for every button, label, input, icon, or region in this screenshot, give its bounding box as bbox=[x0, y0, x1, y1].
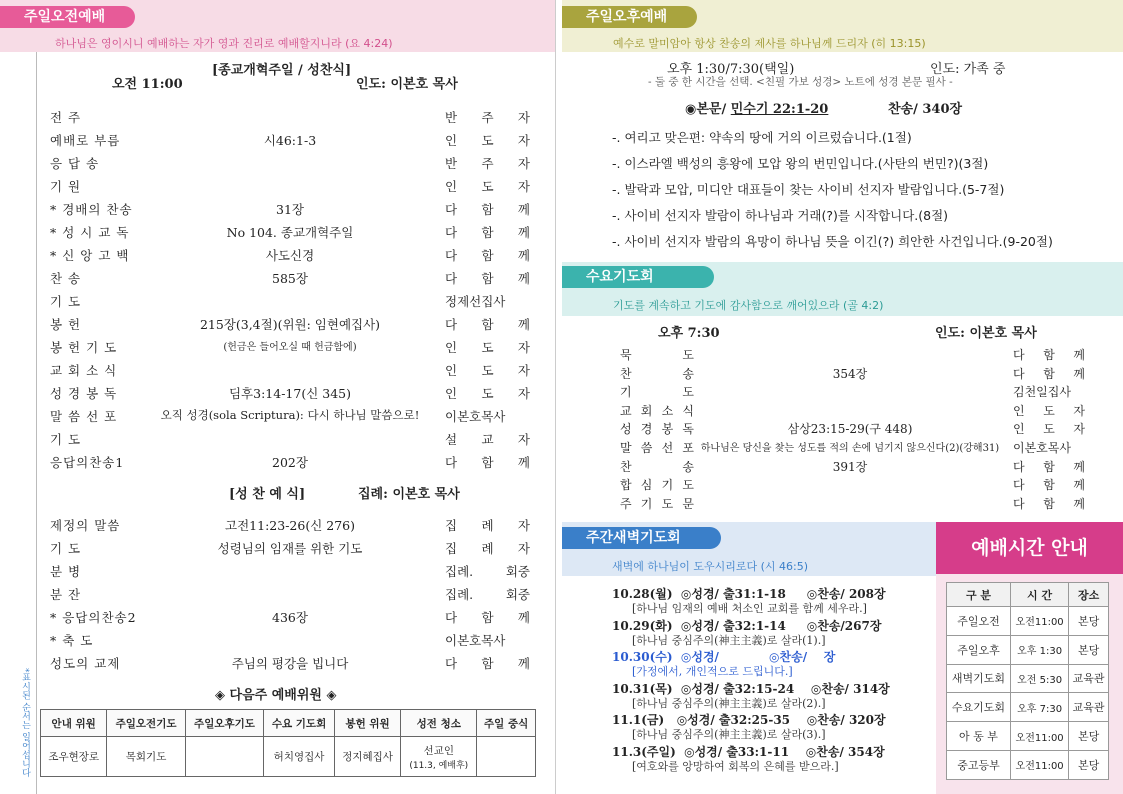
order-content: 고전11:23-26(신 276) bbox=[225, 518, 355, 533]
schedule-cell: 주일오전 bbox=[947, 607, 1011, 636]
order-person: 인 도 자 bbox=[1013, 403, 1085, 418]
dawn-day-theme: [하나님 임재의 예배 처소인 교회를 함께 세우라.] bbox=[632, 602, 867, 615]
schedule-header: 장소 bbox=[1069, 583, 1109, 607]
order-person: 집 례 자 bbox=[445, 541, 530, 556]
afternoon-verse: 예수로 말미암아 항상 찬송의 제사를 하나님께 드리자 (히 13:15) bbox=[613, 37, 926, 50]
order-name: 말 씀 선 포 bbox=[620, 441, 694, 455]
order-name: 찬 송 bbox=[620, 366, 694, 381]
schedule-cell: 오후 1:30 bbox=[1010, 635, 1068, 664]
next-committee-title: ◈ 다음주 예배위원 ◈ bbox=[215, 688, 337, 703]
order-person: 집 례 자 bbox=[445, 518, 530, 533]
order-person: 다 함 께 bbox=[445, 317, 530, 332]
sermon-point: -. 발락과 모압, 미디안 대표들이 찾는 사이비 선지자 발람입니다.(5-7절) bbox=[612, 182, 1005, 197]
dawn-verse: 새벽에 하나님이 도우시리로다 (시 46:5) bbox=[612, 560, 809, 573]
order-name: * 축 도 bbox=[50, 633, 94, 648]
committee-value-sub: (11.3, 예배후) bbox=[409, 760, 469, 771]
order-person: 다 함 께 bbox=[445, 225, 530, 240]
committee-header: 주일오전기도 bbox=[107, 710, 185, 737]
schedule-cell: 주일오후 bbox=[947, 635, 1011, 664]
schedule-cell: 교육관 bbox=[1069, 693, 1109, 722]
wednesday-time: 오후 7:30 bbox=[658, 326, 720, 341]
schedule-cell: 교육관 bbox=[1069, 664, 1109, 693]
committee-value-main: 선교인 bbox=[423, 744, 454, 757]
order-name: 주 기 도 문 bbox=[620, 496, 694, 511]
order-person: 집례. 회중 bbox=[445, 564, 530, 579]
afternoon-time: 오후 1:30/7:30(택일) bbox=[667, 62, 795, 77]
order-name: 기 도 bbox=[50, 541, 82, 556]
schedule-row bbox=[947, 750, 1109, 779]
afternoon-leader: 인도: 가족 중 bbox=[930, 62, 1006, 77]
order-name: 교 회 소 식 bbox=[620, 403, 694, 418]
dawn-section-pill: 주간새벽기도회 bbox=[562, 527, 721, 549]
sermon-point: -. 사이비 선지자 발람이 하나님과 거래(?)를 시작합니다.(8절) bbox=[612, 208, 949, 223]
order-person: 인 도 자 bbox=[445, 340, 530, 355]
schedule-row bbox=[947, 664, 1109, 693]
committee-value bbox=[401, 737, 477, 777]
order-content: 하나님은 당신을 찾는 성도를 적의 손에 넘기지 않으신다(2)(강해31) bbox=[700, 443, 1000, 454]
committee-header: 봉헌 위원 bbox=[334, 710, 400, 737]
order-content: 202장 bbox=[272, 455, 308, 470]
order-person: 다 함 께 bbox=[445, 656, 530, 671]
text-label: ◉본문/ bbox=[685, 102, 731, 117]
communion-leader: 집례: 이본호 목사 bbox=[358, 487, 460, 502]
order-name: 교 회 소 식 bbox=[50, 363, 118, 378]
order-person: 다 함 께 bbox=[445, 202, 530, 217]
morning-verse: 하나님은 영이시니 예배하는 자가 영과 진리로 예배할지니라 (요 4:24) bbox=[55, 37, 393, 50]
order-name: 분 병 bbox=[50, 564, 82, 579]
order-content: 삼상23:15-29(구 448) bbox=[787, 422, 913, 437]
morning-heading: [종교개혁주일 / 성찬식] bbox=[212, 63, 352, 78]
dawn-day-theme: [여호와를 앙망하여 회복의 은혜를 받으라.] bbox=[632, 759, 839, 773]
dawn-day-theme: [하나님 중심주의(神主主義)로 살라(3).] bbox=[632, 728, 826, 741]
order-person: 다 함 께 bbox=[1013, 478, 1085, 493]
order-name: * 성 시 교 독 bbox=[50, 225, 130, 240]
order-name: 분 잔 bbox=[50, 587, 82, 602]
committee-value: 허치영집사 bbox=[264, 737, 335, 777]
dawn-day-line: 11.1(금) ◎성경/ 출32:25-35 ◎찬송/ 320장 bbox=[612, 713, 886, 727]
order-person: 다 함 께 bbox=[1013, 366, 1085, 381]
afternoon-section-pill: 주일오후예배 bbox=[562, 6, 697, 28]
order-content: 딤후3:14-17(신 345) bbox=[228, 386, 351, 401]
order-name: 응 답 송 bbox=[50, 156, 100, 171]
order-content: 31장 bbox=[276, 202, 304, 217]
schedule-row bbox=[947, 722, 1109, 751]
schedule-cell: 본당 bbox=[1069, 635, 1109, 664]
committee-header: 주일오후기도 bbox=[185, 710, 263, 737]
order-content: 성령님의 임재를 위한 기도 bbox=[217, 541, 363, 556]
morning-leader: 인도: 이본호 목사 bbox=[356, 77, 458, 92]
schedule-cell: 중고등부 bbox=[947, 750, 1011, 779]
order-name: 성 경 봉 독 bbox=[50, 386, 118, 401]
committee-header: 안내 위원 bbox=[41, 710, 107, 737]
schedule-table bbox=[946, 582, 1109, 780]
standing-note: *표시된 순서는 일어섭니다 bbox=[20, 668, 30, 778]
schedule-cell: 오전11:00 bbox=[1010, 607, 1068, 636]
order-name: 찬 송 bbox=[50, 271, 82, 286]
committee-header: 수요 기도회 bbox=[264, 710, 335, 737]
wednesday-section-pill: 수요기도회 bbox=[562, 266, 714, 288]
schedule-cell: 오전11:00 bbox=[1010, 722, 1068, 751]
afternoon-text bbox=[685, 98, 828, 117]
order-person: 집례. 회중 bbox=[445, 587, 530, 602]
order-person: 반 주 자 bbox=[445, 110, 530, 125]
dawn-day-theme: [가정에서, 개인적으로 드립니다.] bbox=[632, 665, 793, 678]
order-person: 이본호목사 bbox=[445, 633, 506, 648]
order-name: 전 주 bbox=[50, 110, 82, 125]
order-person: 정제선집사 bbox=[445, 294, 506, 309]
order-content: 사도신경 bbox=[265, 248, 315, 263]
order-name: 응답의찬송1 bbox=[50, 455, 125, 470]
order-name: 성도의 교제 bbox=[50, 656, 121, 671]
committee-value: 목회기도 bbox=[107, 737, 185, 777]
order-content: 시46:1-3 bbox=[263, 133, 317, 148]
schedule-header: 시 간 bbox=[1010, 583, 1068, 607]
sermon-point: -. 이스라엘 백성의 흥왕에 모압 왕의 번민입니다.(사탄의 번민?)(3절) bbox=[612, 156, 989, 171]
order-person: 인 도 자 bbox=[445, 386, 530, 401]
sermon-point: -. 여리고 맞은편: 약속의 땅에 거의 이르렀습니다.(1절) bbox=[612, 130, 912, 145]
order-name: 합 심 기 도 bbox=[620, 478, 694, 493]
dawn-day-line: 10.30(수) ◎성경/ ◎찬송/ 장 bbox=[612, 650, 836, 664]
schedule-cell: 새벽기도회 bbox=[947, 664, 1011, 693]
order-person: 다 함 께 bbox=[445, 271, 530, 286]
committee-value: 정지혜집사 bbox=[334, 737, 400, 777]
order-person: 설 교 자 bbox=[445, 432, 530, 447]
schedule-header: 구 분 bbox=[947, 583, 1011, 607]
schedule-row bbox=[947, 607, 1109, 636]
schedule-cell: 본당 bbox=[1069, 750, 1109, 779]
order-name: 기 도 bbox=[50, 432, 82, 447]
order-name: * 응답의찬송2 bbox=[50, 610, 137, 625]
morning-left-rule bbox=[36, 52, 37, 794]
wednesday-leader: 인도: 이본호 목사 bbox=[935, 326, 1037, 341]
order-person: 다 함 께 bbox=[445, 248, 530, 263]
order-person: 다 함 께 bbox=[1013, 496, 1085, 511]
dawn-day-line: 10.31(목) ◎성경/ 출32:15-24 ◎찬송/ 314장 bbox=[612, 681, 890, 696]
committee-value bbox=[477, 737, 536, 777]
order-person: 이본호목사 bbox=[445, 409, 506, 424]
order-name: 봉 헌 기 도 bbox=[50, 340, 118, 355]
schedule-cell: 아 동 부 bbox=[947, 722, 1011, 751]
order-content: 436장 bbox=[272, 610, 308, 625]
order-name: 말 씀 선 포 bbox=[50, 409, 118, 424]
order-name: 묵 도 bbox=[620, 348, 694, 362]
schedule-row bbox=[947, 693, 1109, 722]
order-person: 인 도 자 bbox=[1013, 422, 1085, 437]
schedule-cell: 본당 bbox=[1069, 722, 1109, 751]
schedule-cell: 본당 bbox=[1069, 607, 1109, 636]
communion-heading: [성 찬 예 식] bbox=[229, 487, 306, 502]
order-content: (헌금은 들어오실 때 헌금함에) bbox=[223, 342, 357, 353]
order-name: 기 도 bbox=[620, 385, 694, 400]
dawn-day-theme: [하나님 중심주의(神主主義)로 살라(2).] bbox=[632, 696, 826, 710]
morning-section-pill: 주일오전예배 bbox=[0, 6, 135, 28]
order-person: 이본호목사 bbox=[1013, 441, 1071, 455]
schedule-cell: 오후 7:30 bbox=[1010, 693, 1068, 722]
order-name: 예배로 부름 bbox=[50, 133, 121, 148]
wednesday-verse: 기도를 계속하고 기도에 감사함으로 깨어있으라 (골 4:2) bbox=[613, 299, 884, 312]
sermon-point: -. 사이비 선지자 발람의 욕망이 하나님 뜻을 이긴(?) 희안한 사건입니다.(9-20절) bbox=[612, 234, 1053, 249]
committee-header: 주일 중식 bbox=[477, 710, 536, 737]
order-name: 기 도 bbox=[50, 294, 82, 309]
dawn-day-line: 10.29(화) ◎성경/ 출32:1-14 ◎찬송/267장 bbox=[612, 618, 882, 633]
order-person: 김천일집사 bbox=[1013, 385, 1071, 400]
schedule-cell: 오전 5:30 bbox=[1010, 664, 1068, 693]
committee-header: 성전 청소 bbox=[401, 710, 477, 737]
order-name: * 경배의 찬송 bbox=[50, 202, 133, 217]
order-content: 354장 bbox=[832, 366, 868, 381]
afternoon-note: - 둘 중 한 시간을 선택. <친필 가보 성경> 노트에 성경 본문 필사 - bbox=[648, 76, 953, 88]
order-content: 585장 bbox=[272, 271, 308, 286]
committee-value: 조우현장로 bbox=[41, 737, 107, 777]
dawn-day-line: 11.3(주일) ◎성경/ 출33:1-11 ◎찬송/ 354장 bbox=[612, 744, 885, 759]
schedule-title: 예배시간 안내 bbox=[936, 522, 1123, 574]
order-person: 다 함 께 bbox=[1013, 348, 1085, 362]
next-committee-table bbox=[40, 709, 536, 777]
dawn-day-theme: [하나님 중심주의(神主主義)로 살라(1).] bbox=[632, 633, 826, 647]
text-ref: 민수기 22:1-20 bbox=[730, 102, 829, 117]
page-divider bbox=[555, 0, 556, 794]
order-name: 제정의 말씀 bbox=[50, 518, 121, 533]
order-person: 다 함 께 bbox=[445, 455, 530, 470]
order-content: 주님의 평강을 빕니다 bbox=[231, 656, 349, 671]
order-person: 인 도 자 bbox=[445, 179, 530, 194]
order-person: 인 도 자 bbox=[445, 133, 530, 148]
order-name: 봉 헌 bbox=[50, 317, 82, 332]
order-person: 반 주 자 bbox=[445, 156, 530, 171]
morning-time: 오전 11:00 bbox=[112, 77, 183, 92]
schedule-row bbox=[947, 635, 1109, 664]
afternoon-hymn: 찬송/ 340장 bbox=[888, 102, 963, 117]
order-content: 215장(3,4절)(위원: 임현예집사) bbox=[199, 317, 381, 332]
dawn-day-line: 10.28(월) ◎성경/ 출31:1-18 ◎찬송/ 208장 bbox=[612, 587, 886, 601]
order-person: 다 함 께 bbox=[445, 610, 530, 625]
order-person: 다 함 께 bbox=[1013, 459, 1085, 474]
order-person: 인 도 자 bbox=[445, 363, 530, 378]
order-name: 찬 송 bbox=[620, 459, 694, 474]
order-content: No 104. 종교개혁주일 bbox=[226, 225, 354, 240]
order-name: 기 원 bbox=[50, 179, 82, 194]
schedule-cell: 오전11:00 bbox=[1010, 750, 1068, 779]
order-name: 성 경 봉 독 bbox=[620, 422, 694, 437]
schedule-cell: 수요기도회 bbox=[947, 693, 1011, 722]
order-content: 오직 성경(sola Scriptura): 다시 하나님 말씀으로! bbox=[160, 408, 420, 422]
order-content: 391장 bbox=[832, 459, 868, 474]
order-name: * 신 앙 고 백 bbox=[50, 248, 130, 263]
committee-value bbox=[185, 737, 263, 777]
